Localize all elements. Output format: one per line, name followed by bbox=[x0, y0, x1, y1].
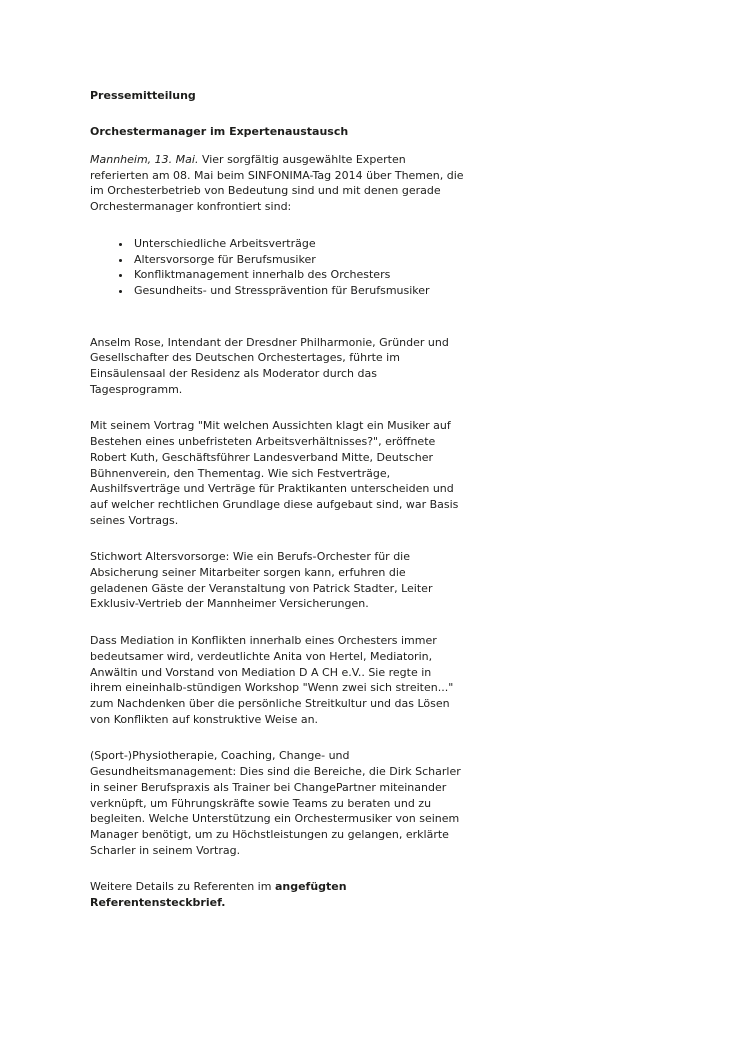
document-kicker: Pressemitteilung bbox=[90, 89, 196, 102]
lead-paragraph bbox=[90, 152, 466, 215]
page-title: Orchestermanager im Expertenaustausch bbox=[90, 125, 349, 138]
list-item: • Konfliktmanagement innerhalb des Orchesters bbox=[132, 267, 466, 283]
list-item: • Unterschiedliche Arbeitsverträge bbox=[132, 236, 466, 252]
closing-bold-text: angefügten Referentensteckbrief. bbox=[90, 880, 347, 910]
list-item: • Gesundheits- und Stressprävention für Berufsmusiker bbox=[132, 283, 466, 299]
paragraph-altersvorsorge: Stichwort Altersvorsorge: Wie ein Berufs-Orchester für die Absicherung seiner Mitarbeiter sorgen kann, erfuhren die geladenen Gäste der Veranstaltung von Patrick Stadter, Leiter Exklusiv-Vertrieb der Mannheimer Versicherungen. bbox=[90, 550, 433, 611]
topic-list bbox=[90, 236, 466, 299]
closing-paragraph bbox=[90, 879, 466, 910]
paragraph-gesundheit: (Sport-)Physiotherapie, Coaching, Change- und Gesundheitsmanagement: Dies sind die Bereiche, die Dirk Scharler in seiner Berufspraxis als Trainer bei ChangePartner miteinander verknüpft, um Führungskräfte sowie Teams zu beraten und zu begleiten. Welche Unterstützung ein Orchestermusiker von seinem Manager benötigt, um zu Höchstleistungen zu gelangen, erklärte Scharler in seinem Vortrag. bbox=[90, 749, 461, 857]
paragraph-mediation: Dass Mediation in Konflikten innerhalb eines Orchesters immer bedeutsamer wird, verdeutlichte Anita von Hertel, Mediatorin, Anwältin und Vorstand von Mediation D A CH e.V.. Sie regte in ihrem eineinhalb-stündigen Workshop "Wenn zwei sich streiten..." zum Nachdenken über die persönliche Streitkultur und das Lösen von Konflikten auf konstruktive Weise an. bbox=[90, 634, 454, 726]
lead-text: Vier sorgfältig ausgewählte Experten referierten am 08. Mai beim SINFONIMA-Tag 2014 über Themen, die im Orchesterbetrieb von Bedeutung sind und mit denen gerade Orchestermanager konfrontiert sind: bbox=[90, 153, 464, 214]
dateline: Mannheim, 13. Mai. bbox=[90, 153, 199, 166]
closing-text: Weitere Details zu Referenten im bbox=[90, 880, 275, 894]
paragraph-moderator: Anselm Rose, Intendant der Dresdner Philharmonie, Gründer und Gesellschafter des Deutschen Orchestertages, führte im Einsäulensaal der Residenz als Moderator durch das Tagesprogramm. bbox=[90, 335, 449, 396]
paragraph-arbeitsvertraege: Mit seinem Vortrag "Mit welchen Aussichten klagt ein Musiker auf Bestehen eines unbefristeten Arbeitsverhältnisses?", eröffnete Robert Kuth, Geschäftsführer Landesverband Mitte, Deutscher Bühnenverein, den Thementag. Wie sich Festverträge, Aushilfsverträge und Verträge für Praktikanten unterscheiden und auf welcher rechtlichen Grundlage diese aufgebaut sind, war Basis seines Vortrags. bbox=[90, 419, 459, 527]
list-item: • Altersvorsorge für Berufsmusiker bbox=[132, 252, 466, 268]
press-release-content bbox=[90, 88, 466, 911]
